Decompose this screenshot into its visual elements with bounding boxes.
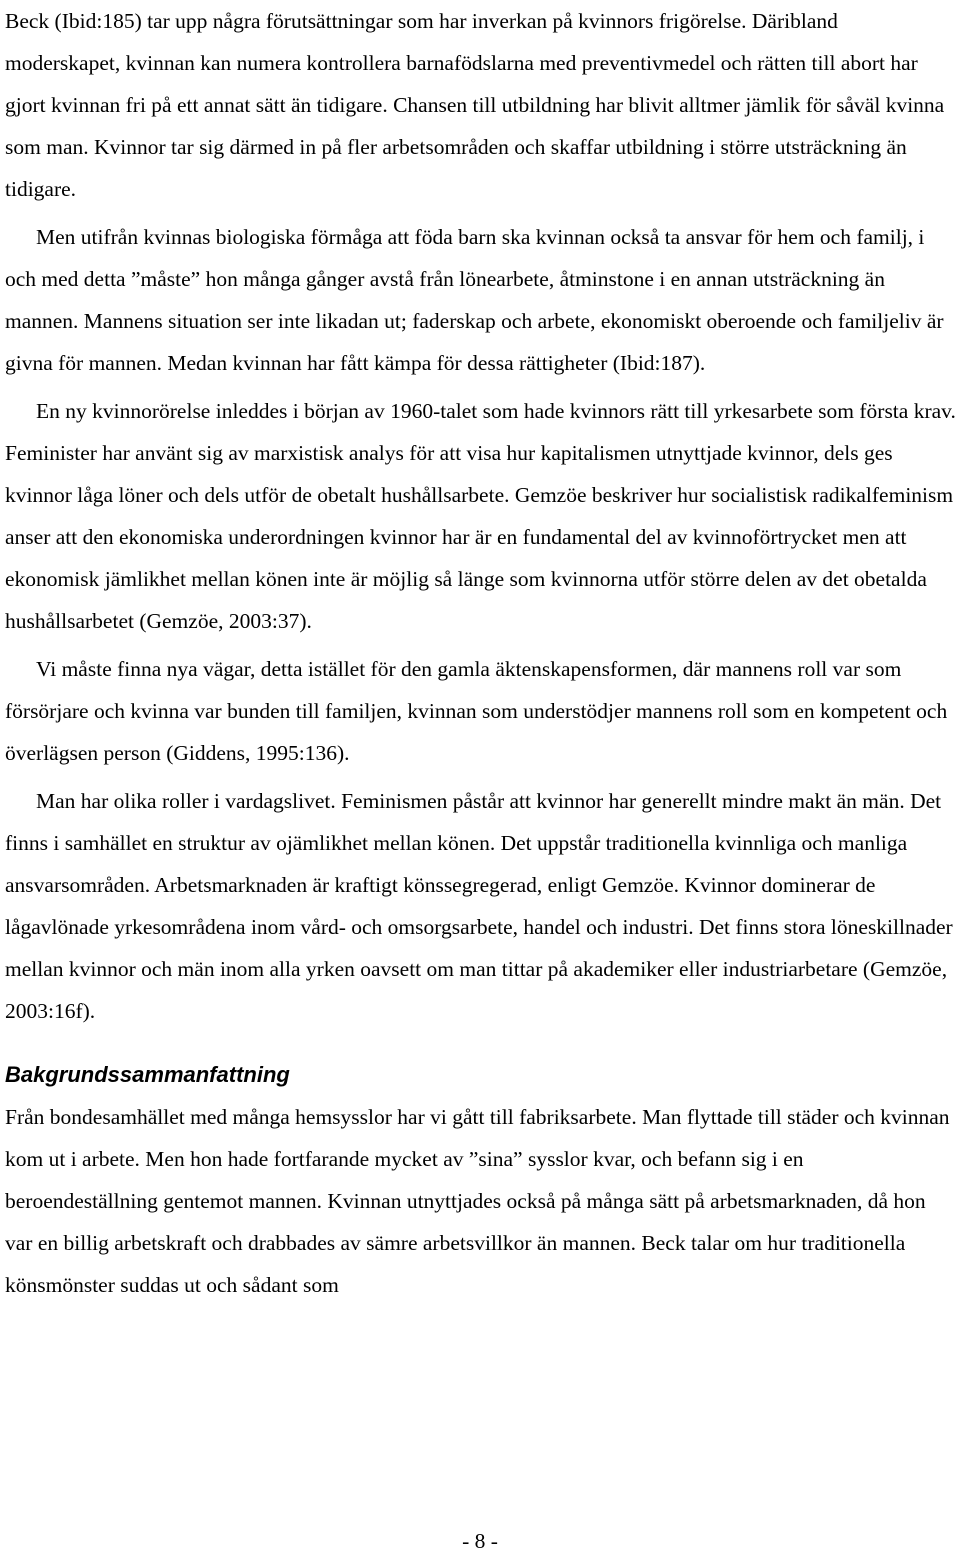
paragraph-biological-responsibility: Men utifrån kvinnas biologiska förmåga att föda barn ska kvinnan också ta ansvar för hem och familj, i och med detta ”måste” hon många gånger avstå från lönearbete, åtminstone i en annan utsträckning än mannen. Mannens situation ser inte likadan ut; faderskap och arbete, ekonomiskt oberoende och familjeliv är givna för mannen. Medan kvinnan har fått kämpa för dessa rättigheter (Ibid:187). <box>5 225 944 375</box>
paragraph-new-ways: Vi måste finna nya vägar, detta istället för den gamla äktenskapensformen, där mannens roll var som försörjare och kvinna var bunden till familjen, kvinnan som understödjer mannens roll som en kompetent och överlägsen person (Giddens, 1995:136). <box>5 657 948 765</box>
paragraph-summary: Från bondesamhället med många hemsysslor har vi gått till fabriksarbete. Man flyttade till städer och kvinnan kom ut i arbete. Men hon hade fortfarande mycket av ”sina” sysslor kvar, och befann sig i en beroendeställning gentemot mannen. Kvinnan utnyttjades också på många sätt på arbetsmarknaden, då hon var en billig arbetskraft och drabbades av sämre arbetsvillkor än mannen. Beck talar om hur traditionella könsmönster suddas ut och sådant som <box>5 1105 950 1297</box>
page-number: - 8 - <box>462 1529 498 1553</box>
paragraph-everyday-roles: Man har olika roller i vardagslivet. Feminismen påstår att kvinnor har generellt mindre makt än män. Det finns i samhället en struktur av ojämlikhet mellan könen. Det uppstår traditionella kvinnliga och manliga ansvarsområden. Arbetsmarknaden är kraftigt könssegregerad, enligt Gemzöe. Kvinnor dominerar de lågavlönade yrkesområdena inom vård- och omsorgsarbete, handel och industri. Det finns stora löneskillnader mellan kvinnor och män inom alla yrken oavsett om man tittar på akademiker eller industriarbetare (Gemzöe, 2003:16f). <box>5 789 953 1023</box>
paragraph-beck-emancipation: Beck (Ibid:185) tar upp några förutsättningar som har inverkan på kvinnors frigörelse. Däribland moderskapet, kvinnan kan numera kontrollera barnafödslarna med preventivmedel och rätten till abort har gjort kvinnan fri på ett annat sätt än tidigare. Chansen till utbildning har blivit alltmer jämlik för såväl kvinna som man. Kvinnor tar sig därmed in på fler arbetsområden och skaffar utbildning i större utsträckning än tidigare. <box>5 9 945 201</box>
paragraph-womens-movement: En ny kvinnorörelse inleddes i början av 1960-talet som hade kvinnors rätt till yrkesarbete som första krav. Feminister har använt sig av marxistisk analys för att visa hur kapitalismen utnyttjade kvinnor, dels ges kvinnor låga löner och dels utför de obetalt hushållsarbete. Gemzöe beskriver hur socialistisk radikalfeminism anser att den ekonomiska underordningen kvinnor har är en fundamental del av kvinnoförtrycket men att ekonomisk jämlikhet mellan könen inte är möjlig så länge som kvinnorna utför större delen av det obetalda hushållsarbetet (Gemzöe, 2003:37). <box>5 399 956 633</box>
section-heading: Bakgrundssammanfattning <box>5 1062 290 1087</box>
document-page <box>5 0 958 1306</box>
